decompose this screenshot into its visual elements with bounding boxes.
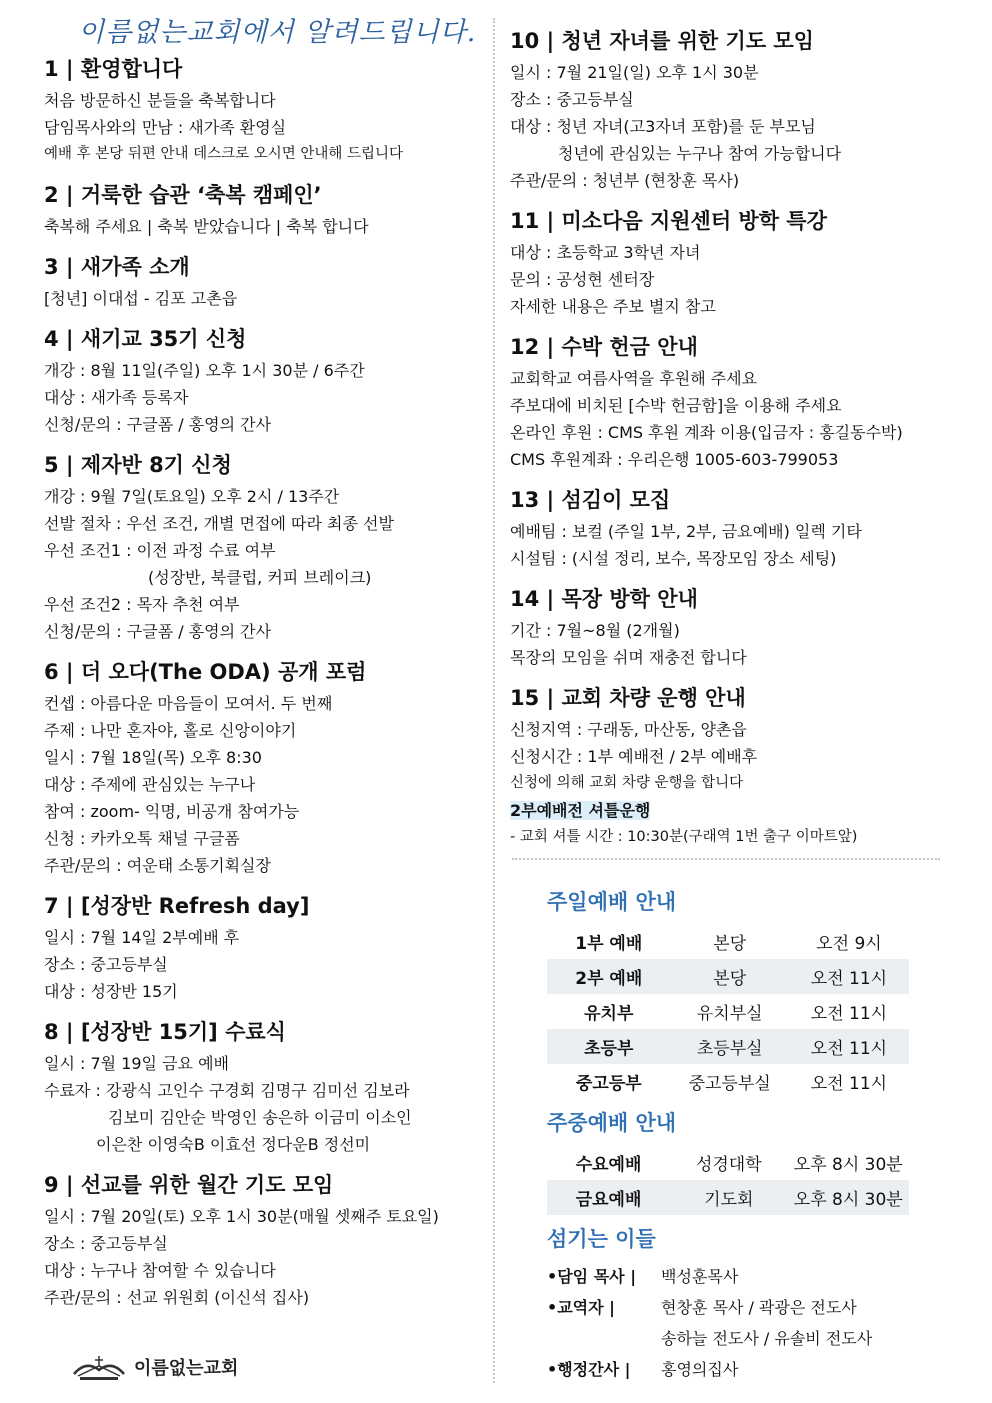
notice-section bbox=[510, 332, 940, 473]
staff-row bbox=[547, 1292, 917, 1323]
schedule-service: 1부 예배 bbox=[575, 934, 643, 954]
schedule-place: 본당 bbox=[670, 959, 788, 994]
staff-names: 송하늘 전도사 / 유솔비 전도사 bbox=[661, 1329, 873, 1348]
notice-line: 일시 : 7월 14일 2부예배 후 bbox=[44, 928, 240, 947]
notice-line: 기간 : 7월~8월 (2개월) bbox=[510, 621, 680, 640]
notice-line: 대상 : 누구나 참여할 수 있습니다 bbox=[44, 1261, 276, 1280]
notice-line: 컨셉 : 아름다운 마음들이 모여서. 두 번째 bbox=[44, 694, 333, 713]
notice-title: 14 | 목장 방학 안내 bbox=[510, 587, 698, 611]
staff-names: 백성훈목사 bbox=[661, 1267, 739, 1286]
staff-row bbox=[547, 1261, 917, 1292]
schedule-place: 본당 bbox=[713, 934, 747, 954]
schedule-row bbox=[547, 1180, 909, 1215]
schedule-service: 2부 예배 bbox=[547, 959, 670, 994]
notice-section bbox=[44, 450, 489, 645]
schedule-row bbox=[547, 1064, 909, 1099]
notice-title: 7 | [성장반 Refresh day] bbox=[44, 894, 310, 918]
notice-title: 10 | 청년 자녀를 위한 기도 모임 bbox=[510, 29, 814, 53]
footer-church-name: 이름없는교회 bbox=[134, 1358, 239, 1379]
notice-line: 신청 : 카카오톡 채널 구글폼 bbox=[44, 829, 240, 848]
schedule-row bbox=[547, 1145, 909, 1180]
schedule-time: 오전 11시 bbox=[789, 1029, 909, 1064]
notice-line: 신청지역 : 구래동, 마산동, 양촌읍 bbox=[510, 720, 747, 739]
notice-title: 1 | 환영합니다 bbox=[44, 57, 183, 81]
notice-line: 시설팀 : (시설 정리, 보수, 목장모임 장소 세팅) bbox=[510, 549, 837, 568]
notice-line: 예배 후 본당 뒤편 안내 데스크로 오시면 안내해 드립니다 bbox=[44, 146, 404, 162]
highlighted-text: 2부예배전 셔틀운행 bbox=[510, 801, 651, 820]
notice-section bbox=[44, 180, 489, 240]
schedule-time: 오전 11시 bbox=[810, 1074, 888, 1094]
notice-line: 대상 : 청년 자녀(고3자녀 포함)를 둔 부모님 bbox=[510, 117, 816, 136]
schedule-place: 성경대학 bbox=[695, 1155, 762, 1175]
schedule-time: 오전 11시 bbox=[810, 1004, 888, 1024]
notice-line: 대상 : 성장반 15기 bbox=[44, 982, 178, 1001]
notice-line: 자세한 내용은 주보 별지 참고 bbox=[510, 297, 716, 316]
notice-line: (성장반, 북클럽, 커피 브레이크) bbox=[148, 568, 372, 587]
notice-line: 예배팀 : 보컬 (주일 1부, 2부, 금요예배) 일렉 기타 bbox=[510, 522, 862, 541]
notice-line: 일시 : 7월 19일 금요 예배 bbox=[44, 1054, 230, 1073]
notice-line: 교회학교 여름사역을 후원해 주세요 bbox=[510, 369, 758, 388]
notice-line: 청년에 관심있는 누구나 참여 가능합니다 bbox=[558, 144, 842, 163]
schedule-row bbox=[547, 959, 909, 994]
notice-section bbox=[510, 206, 940, 320]
notice-line: 신청/문의 : 구글폼 / 홍영의 간사 bbox=[44, 622, 272, 641]
notices-right-column bbox=[510, 26, 940, 863]
notice-line: 주보대에 비치된 [수박 헌금함]을 이용해 주세요 bbox=[510, 396, 842, 415]
notice-line: 선발 절차 : 우선 조건, 개별 면접에 따라 최종 선발 bbox=[44, 514, 394, 533]
notice-title: 12 | 수박 헌금 안내 bbox=[510, 335, 698, 359]
notice-title: 15 | 교회 차량 운행 안내 bbox=[510, 686, 746, 710]
notice-title: 8 | [성장반 15기] 수료식 bbox=[44, 1020, 286, 1044]
notice-section bbox=[510, 683, 940, 851]
staff-role: •행정간사 | bbox=[547, 1360, 631, 1379]
notice-line: 일시 : 7월 21일(일) 오후 1시 30분 bbox=[510, 63, 759, 82]
schedule-place: 초등부실 bbox=[670, 1029, 788, 1064]
staff-role: •교역자 | bbox=[547, 1298, 616, 1317]
notice-title: 3 | 새가족 소개 bbox=[44, 255, 190, 279]
notice-line: 김보미 김안순 박영인 송은하 이금미 이소인 bbox=[108, 1108, 412, 1127]
notice-title: 4 | 새기교 35기 신청 bbox=[44, 327, 247, 351]
notice-line: 대상 : 주제에 관심있는 누구나 bbox=[44, 775, 256, 794]
page-header-tagline: 이름없는교회에서 알려드립니다. bbox=[78, 17, 477, 48]
schedule-time: 오후 8시 30분 bbox=[788, 1180, 909, 1215]
notice-line: 개강 : 8월 11일(주일) 오후 1시 30분 / 6주간 bbox=[44, 361, 365, 380]
notice-line: 참여 : zoom- 익명, 비공개 참여가능 bbox=[44, 802, 300, 821]
notice-title: 2 | 거룩한 습관 ‘축복 캠페인’ bbox=[44, 183, 322, 207]
notice-section bbox=[44, 324, 489, 438]
column-divider bbox=[493, 18, 495, 1383]
weekday-worship-heading: 주중예배 안내 bbox=[547, 1111, 677, 1135]
schedule-place: 유치부실 bbox=[696, 1004, 763, 1024]
notice-line: [청년] 이대섭 - 김포 고촌읍 bbox=[44, 289, 238, 308]
notice-section bbox=[510, 485, 940, 572]
schedule-time: 오전 9시 bbox=[816, 934, 882, 954]
notice-line: 대상 : 새가족 등록자 bbox=[44, 388, 189, 407]
notice-line: 대상 : 초등학교 3학년 자녀 bbox=[510, 243, 701, 262]
footer-logo bbox=[70, 1352, 238, 1382]
notice-line: 주제 : 나만 혼자야, 홀로 신앙이야기 bbox=[44, 721, 297, 740]
notice-line: 우선 조건2 : 목자 추천 여부 bbox=[44, 595, 240, 614]
staff-list bbox=[547, 1261, 917, 1385]
notice-section bbox=[510, 26, 940, 194]
notice-section bbox=[44, 54, 489, 168]
notice-section bbox=[44, 1170, 489, 1311]
notice-line: - 교회 셔틀 시간 : 10:30분(구래역 1번 출구 이마트앞) bbox=[510, 829, 858, 845]
schedule-row bbox=[547, 924, 909, 959]
schedule-service: 초등부 bbox=[547, 1029, 670, 1064]
church-logo-icon bbox=[70, 1352, 128, 1382]
schedule-place: 중고등부실 bbox=[688, 1074, 771, 1094]
weekday-worship-table bbox=[547, 1145, 909, 1215]
staff-names: 현창훈 목사 / 곽광은 전도사 bbox=[661, 1298, 857, 1317]
sunday-worship-table bbox=[547, 924, 909, 1099]
schedule-divider bbox=[512, 858, 940, 860]
notice-title: 13 | 섬김이 모집 bbox=[510, 488, 671, 512]
staff-names: 홍영의집사 bbox=[661, 1360, 739, 1379]
staff-row bbox=[547, 1354, 917, 1385]
notice-line bbox=[510, 797, 940, 824]
notice-section bbox=[44, 657, 489, 879]
schedule-service: 수요예배 bbox=[575, 1155, 642, 1175]
notice-line: CMS 후원계좌 : 우리은행 1005-603-799053 bbox=[510, 450, 839, 469]
notice-title: 9 | 선교를 위한 월간 기도 모임 bbox=[44, 1173, 334, 1197]
notice-line: 장소 : 중고등부실 bbox=[44, 1234, 168, 1253]
schedule-row bbox=[547, 1029, 909, 1064]
notice-line: 신청에 의해 교회 차량 운행을 합니다 bbox=[510, 775, 744, 791]
notice-line: 우선 조건1 : 이전 과정 수료 여부 bbox=[44, 541, 276, 560]
notice-line: 이은찬 이영숙B 이효선 정다운B 정선미 bbox=[96, 1135, 371, 1154]
schedule-service: 유치부 bbox=[584, 1004, 634, 1024]
notice-line: 장소 : 중고등부실 bbox=[510, 90, 634, 109]
notice-line: 주관/문의 : 선교 위원회 (이신석 집사) bbox=[44, 1288, 310, 1307]
notice-line: 문의 : 공성현 센터장 bbox=[510, 270, 655, 289]
notice-section bbox=[44, 1017, 489, 1158]
notice-title: 5 | 제자반 8기 신청 bbox=[44, 453, 232, 477]
staff-heading: 섬기는 이들 bbox=[547, 1227, 656, 1251]
notices-left-column bbox=[44, 54, 489, 1323]
notice-line: 축복해 주세요 | 축복 받았습니다 | 축복 합니다 bbox=[44, 217, 369, 236]
notice-line: 개강 : 9월 7일(토요일) 오후 2시 / 13주간 bbox=[44, 487, 340, 506]
schedule-place: 기도회 bbox=[670, 1180, 787, 1215]
notice-section bbox=[44, 891, 489, 1005]
notice-line: 온라인 후원 : CMS 후원 계좌 이용(입금자 : 홍길동수박) bbox=[510, 423, 903, 442]
worship-schedule bbox=[547, 880, 917, 1385]
notice-line: 신청시간 : 1부 예배전 / 2부 예배후 bbox=[510, 747, 758, 766]
notice-line: 주관/문의 : 청년부 (현창훈 목사) bbox=[510, 171, 740, 190]
notice-title: 11 | 미소다음 지원센터 방학 특강 bbox=[510, 209, 827, 233]
staff-row bbox=[547, 1323, 917, 1354]
schedule-time: 오후 8시 30분 bbox=[793, 1155, 903, 1175]
schedule-row bbox=[547, 994, 909, 1029]
notice-line: 일시 : 7월 20일(토) 오후 1시 30분(매월 셋째주 토요일) bbox=[44, 1207, 439, 1226]
notice-line: 목장의 모임을 쉬며 재충전 합니다 bbox=[510, 648, 747, 667]
notice-line: 일시 : 7월 18일(목) 오후 8:30 bbox=[44, 748, 262, 767]
staff-role: •담임 목사 | bbox=[547, 1267, 637, 1286]
notice-line: 주관/문의 : 여운태 소통기획실장 bbox=[44, 856, 271, 875]
sunday-worship-heading: 주일예배 안내 bbox=[547, 890, 677, 914]
notice-title: 6 | 더 오다(The ODA) 공개 포럼 bbox=[44, 660, 367, 684]
notice-line: 장소 : 중고등부실 bbox=[44, 955, 168, 974]
notice-line: 담임목사와의 만남 : 새가족 환영실 bbox=[44, 118, 287, 137]
schedule-service: 금요예배 bbox=[547, 1180, 670, 1215]
notice-line: 처음 방문하신 분들을 축복합니다 bbox=[44, 91, 276, 110]
schedule-service: 중고등부 bbox=[575, 1074, 642, 1094]
staff-role bbox=[547, 1323, 661, 1354]
schedule-time: 오전 11시 bbox=[789, 959, 909, 994]
notice-line: 수료자 : 강광식 고인수 구경회 김명구 김미선 김보라 bbox=[44, 1081, 410, 1100]
notice-section bbox=[510, 584, 940, 671]
notice-section bbox=[44, 252, 489, 312]
notice-line: 신청/문의 : 구글폼 / 홍영의 간사 bbox=[44, 415, 272, 434]
